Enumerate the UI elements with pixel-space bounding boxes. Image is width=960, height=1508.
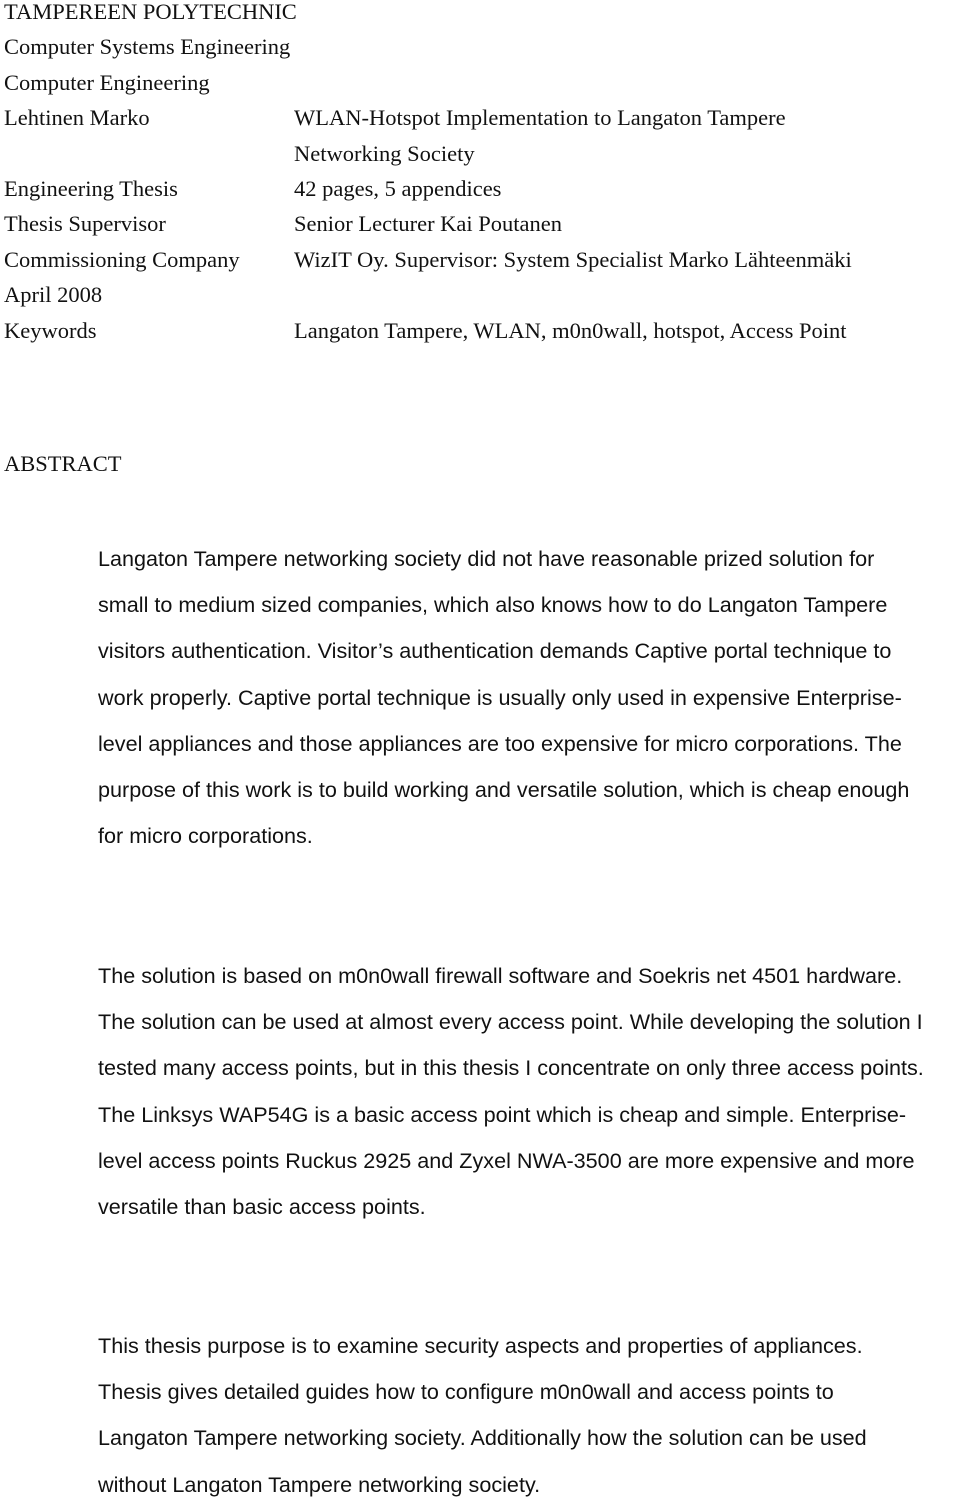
institution-line xyxy=(4,0,960,35)
company-label: Commissioning Company xyxy=(4,246,240,272)
abstract-paragraph-2: The solution is based on m0n0wall firewall software and Soekris net 4501 hardware. The solution can be used at almost every access point. While developing the solution I tested many access points, but in this thesis I concentrate on only three access points. The Linksys WAP54G is a basic access point which is cheap and simple. Enterprise-level access points Ruckus 2925 and Zyxel NWA-3500 are more expensive and more versatile than basic access points. xyxy=(98,963,924,1220)
title-continuation-line xyxy=(4,142,960,177)
abstract-paragraph-1: Langaton Tampere networking society did not have reasonable prized solution for small to medium sized companies, which also knows how to do Langaton Tampere visitors authentication. Visitor’s authentication demands Captive portal technique to work properly. Captive portal technique is usually only used in expensive Enterprise-level appliances and those appliances are too expensive for micro corporations. The purpose of this work is to build working and versatile solution, which is cheap enough for micro corporations. xyxy=(98,546,910,849)
field-name: Computer Engineering xyxy=(4,69,210,95)
institution-name: TAMPEREEN POLYTECHNIC xyxy=(4,0,297,24)
thesis-type-line xyxy=(4,177,960,212)
company-line xyxy=(4,248,960,283)
thesis-type-value: 42 pages, 5 appendices xyxy=(294,175,502,201)
thesis-date: April 2008 xyxy=(4,282,103,308)
author-name: Lehtinen Marko xyxy=(4,105,150,131)
keywords-line xyxy=(4,319,960,354)
thesis-title-line1: WLAN-Hotspot Implementation to Langaton Tampere xyxy=(294,105,786,131)
supervisor-line xyxy=(4,212,960,247)
thesis-header xyxy=(4,0,960,354)
field-line xyxy=(4,71,960,106)
supervisor-value: Senior Lecturer Kai Poutanen xyxy=(294,211,563,237)
keywords-value: Langaton Tampere, WLAN, m0n0wall, hotspot, Access Point xyxy=(294,317,847,343)
author-title-line xyxy=(4,106,960,141)
company-value: WizIT Oy. Supervisor: System Specialist Marko Lähteenmäki xyxy=(294,246,852,272)
program-line xyxy=(4,35,960,70)
thesis-type-label: Engineering Thesis xyxy=(4,175,178,201)
abstract-paragraph-3: This thesis purpose is to examine security aspects and properties of appliances. Thesis gives detailed guides how to configure m0n0wall and access points to Langaton Tampere networking society. Additionally how the solution can be used without Langaton Tampere networking society. xyxy=(98,1333,867,1497)
abstract-heading: ABSTRACT xyxy=(4,451,122,476)
supervisor-label: Thesis Supervisor xyxy=(4,211,166,237)
thesis-title-line2: Networking Society xyxy=(294,140,475,166)
program-name: Computer Systems Engineering xyxy=(4,34,291,60)
date-line xyxy=(4,283,960,318)
keywords-label: Keywords xyxy=(4,317,97,343)
